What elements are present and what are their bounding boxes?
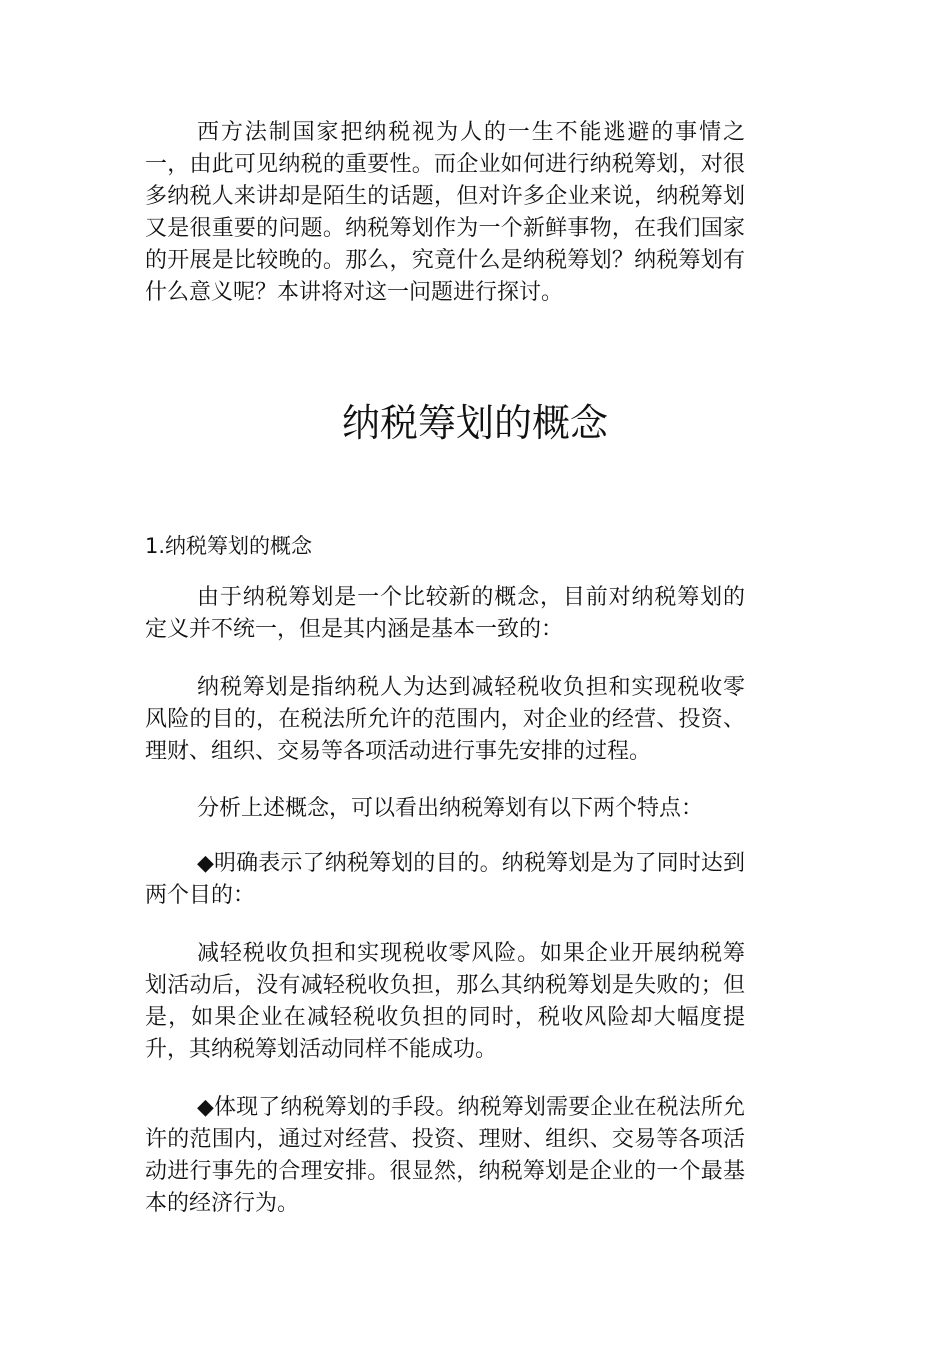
definition-paragraph: 纳税筹划是指纳税人为达到减轻税收负担和实现税收零风险的目的，在税法所允许的范围内，对企业的经营、投资、理财、组织、交易等各项活动进行事先安排的过程。 [145,675,745,764]
subheading: 1.纳税筹划的概念 [145,534,313,558]
intro-paragraph: 西方法制国家把纳税视为人的一生不能逃避的事情之一，由此可见纳税的重要性。而企业如何进行纳税筹划，对很多纳税人来讲却是陌生的话题，但对许多企业来说，纳税筹划又是很重要的问题。纳税筹划作为一个新鲜事物，在我们国家的开展是比较晚的。那么，究竟什么是纳税筹划？纳税筹划有什么意义呢？本讲将对这一问题进行探讨。 [145,120,745,305]
analysis-paragraph: 分析上述概念，可以看出纳税筹划有以下两个特点： [197,796,704,821]
feature-one-paragraph: ◆明确表示了纳税筹划的目的。纳税筹划是为了同时达到两个目的： [145,851,745,908]
feature-one-detail-paragraph: 减轻税收负担和实现税收零风险。如果企业开展纳税筹划活动后，没有减轻税收负担，那么其纳税筹划是失败的；但是，如果企业在减轻税收负担的同时，税收风险却大幅度提升，其纳税筹划活动同样不能成功。 [145,941,745,1062]
definition-intro-paragraph: 由于纳税筹划是一个比较新的概念，目前对纳税筹划的定义并不统一，但是其内涵是基本一致的： [145,585,745,642]
section-title: 纳税筹划的概念 [341,401,608,445]
feature-two-paragraph: ◆体现了纳税筹划的手段。纳税筹划需要企业在税法所允许的范围内，通过对经营、投资、理财、组织、交易等各项活动进行事先的合理安排。很显然，纳税筹划是企业的一个最基本的经济行为。 [145,1095,745,1216]
